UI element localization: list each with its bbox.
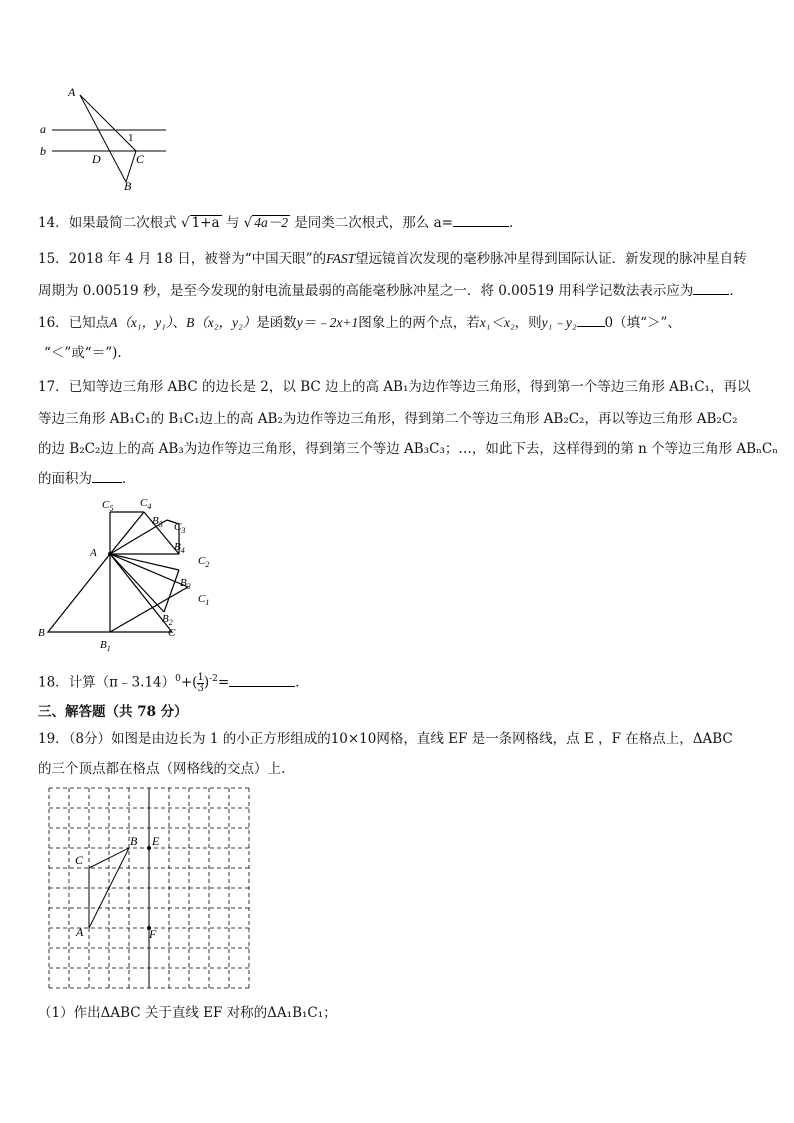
label-B: B <box>130 834 138 848</box>
question-18: 18．计算（π﹣3.14）$^0$+( $\frac{1}{3}$ )$^{-2}$= ． <box>38 671 309 694</box>
question-19-line1: 19．（8分）如图是由边长为 1 的小正方形组成的10×10网格，直线 EF 是一条网格线，点 E ，F 在格点上，ΔABC <box>38 731 733 747</box>
question-17-line2: 等边三角形 AB₁C₁的 B₁C₁边上的高 AB₂为边作等边三角形，得到第二个等边三角形 AB₂C₂，再以等边三角形 AB₂C₂ <box>38 411 738 427</box>
question-19-part1: （1）作出ΔABC 关于直线 EF 对称的ΔA₁B₁C₁； <box>38 1005 337 1021</box>
label-1: 1 <box>128 132 134 144</box>
label-F: F <box>149 927 157 941</box>
question-15-line1: 15．2018 年 4 月 18 日，被誉为“中国天眼”的FAST望远镜首次发现的毫秒脉冲星得到国际认证．新发现的脉冲星自转 <box>38 251 747 267</box>
label-A: A <box>68 85 76 99</box>
question-17-line1: 17．已知等边三角形 ABC 的边长是 2，以 BC 边上的高 AB₁为边作等边三角形，得到第一个等边三角形 AB₁C₁，再以 <box>38 379 751 395</box>
label-B2: $B_2$ <box>162 613 173 627</box>
question-16-line1: 16．已知点A（x₁，y₁）、B（x₂，y₂）是函数y＝﹣2x+1图象上的两个点，若x₁＜x₂，则y₁﹣y₂ 0（填“＞”、 <box>38 315 681 331</box>
label-A: A <box>76 925 84 939</box>
question-19-line2: 的三个顶点都在格点（网格线的交点）上. <box>38 761 286 777</box>
question-14: 14．如果最简二次根式 √ 1+a 与 √ 4a－2 是同类二次根式，那么 a= ． <box>38 215 523 231</box>
question-15-line2: 周期为 0.00519 秒，是至今发现的射电流量最弱的高能毫秒脉冲星之一．将 0.00519 用科学记数法表示应为 ． <box>38 283 743 299</box>
parallel-lines-figure <box>36 82 176 194</box>
label-A: A <box>90 547 97 559</box>
answer-blank-15[interactable] <box>693 282 729 295</box>
answer-blank-16[interactable] <box>577 314 605 327</box>
label-B: B <box>124 179 132 193</box>
grid-figure <box>44 784 254 990</box>
label-b: b <box>40 144 46 158</box>
label-B5: $B_5$ <box>152 515 163 529</box>
label-D: D <box>92 152 101 166</box>
label-C: C <box>168 627 176 639</box>
label-C5: $C_5$ <box>102 499 114 513</box>
answer-blank-14[interactable] <box>453 214 509 227</box>
equilateral-triangles-figure <box>34 494 224 656</box>
section-3-title: 三、解答题（共 78 分） <box>38 704 188 720</box>
label-B: B <box>38 627 45 639</box>
question-17-line4: 的面积为 ． <box>38 471 136 487</box>
label-C3: $C_3$ <box>174 521 186 535</box>
answer-blank-18[interactable] <box>229 674 295 687</box>
label-B4: $B_4$ <box>174 541 185 555</box>
label-B1: $B_1$ <box>100 639 111 653</box>
label-a: a <box>40 122 46 136</box>
label-C2: $C_2$ <box>198 555 210 569</box>
label-B3: $B_3$ <box>180 577 191 591</box>
label-E: E <box>152 834 160 848</box>
answer-blank-17[interactable] <box>92 470 122 483</box>
question-17-line3: 的边 B₂C₂边上的高 AB₃为边作等边三角形，得到第三个等边 AB₃C₃；…，如此下去，这样得到的第 n 个等边三角形 ABₙCₙ <box>38 441 779 457</box>
question-16-line2: “＜”或“＝”). <box>44 345 122 361</box>
label-C: C <box>136 152 145 166</box>
label-C4: $C_4$ <box>140 497 152 511</box>
label-C1: $C_1$ <box>198 593 210 607</box>
label-C: C <box>75 853 84 867</box>
